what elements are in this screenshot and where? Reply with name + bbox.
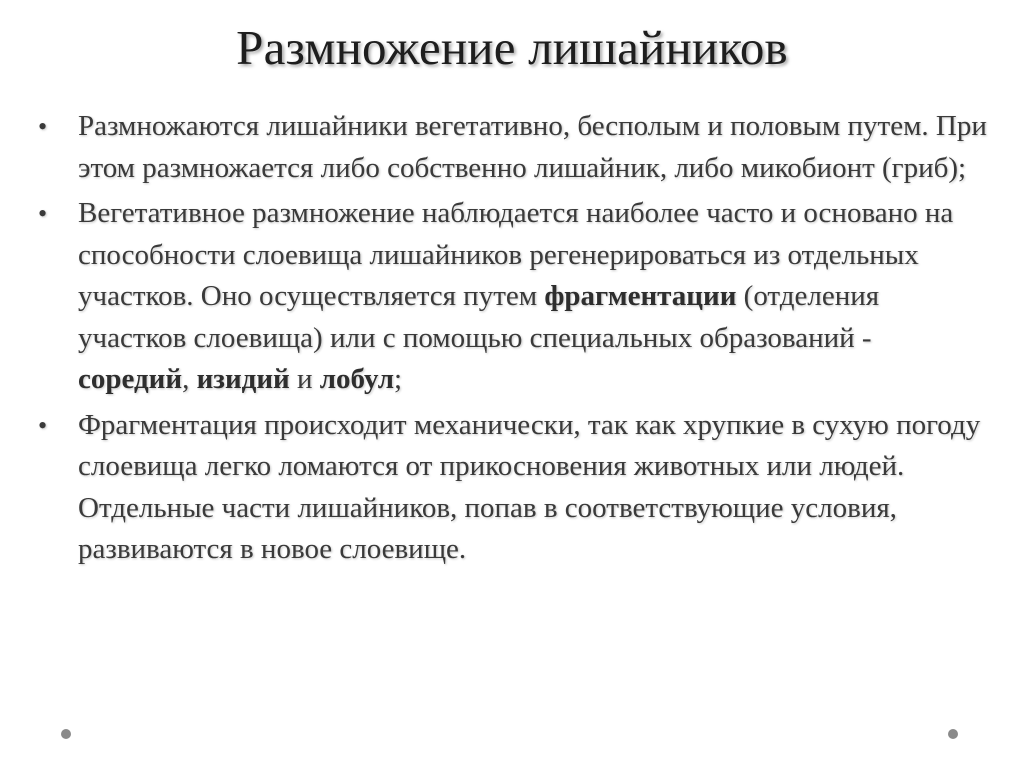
bullet-item <box>38 193 988 401</box>
bullet-item <box>38 106 988 189</box>
bullet-text-segment: и <box>289 363 320 395</box>
bullet-text <box>78 197 953 395</box>
bullet-list <box>38 106 988 575</box>
bold-term: фрагментации <box>544 280 737 312</box>
bullet-text-segment: Размножаются лишайники вегетативно, бесполым и половым путем. При этом размножается либо собственно лишайник, либо микобионт (гриб); <box>78 110 987 184</box>
bullet-item <box>38 405 988 571</box>
bullet-point-icon: • <box>38 199 48 228</box>
bullet-text-segment: ; <box>394 363 403 395</box>
bold-term: изидий <box>196 363 290 395</box>
bullet-point-icon: • <box>38 112 48 141</box>
bullet-text <box>78 409 980 566</box>
bullet-point-icon: • <box>38 410 48 440</box>
bullet-text-segment: (отделения участков слоевища) или с помощью специальных образований - <box>78 280 880 354</box>
bullet-text-segment: , <box>182 363 197 395</box>
bullet-text-segment: Фрагментация происходит механически, так как хрупкие в сухую погоду слоевища легко ломаются от прикосновения животных или людей. Отдельные части лишайников, попав в соответствующие условия, развиваются в новое слоевище. <box>78 408 981 565</box>
bold-term: соредий <box>78 363 183 395</box>
next-slide-dot-icon[interactable] <box>948 729 958 739</box>
bullet-text-segment: Вегетативное размножение наблюдается наиболее часто и основано на способности слоевища лишайников регенерироваться из отдельных участков. Оно осуществляется путем <box>78 197 954 312</box>
bullet-text <box>78 110 987 184</box>
bold-term: лобул <box>319 363 394 395</box>
slide-title: Размножение лишайников <box>236 20 788 75</box>
previous-slide-dot-icon[interactable] <box>61 729 71 739</box>
